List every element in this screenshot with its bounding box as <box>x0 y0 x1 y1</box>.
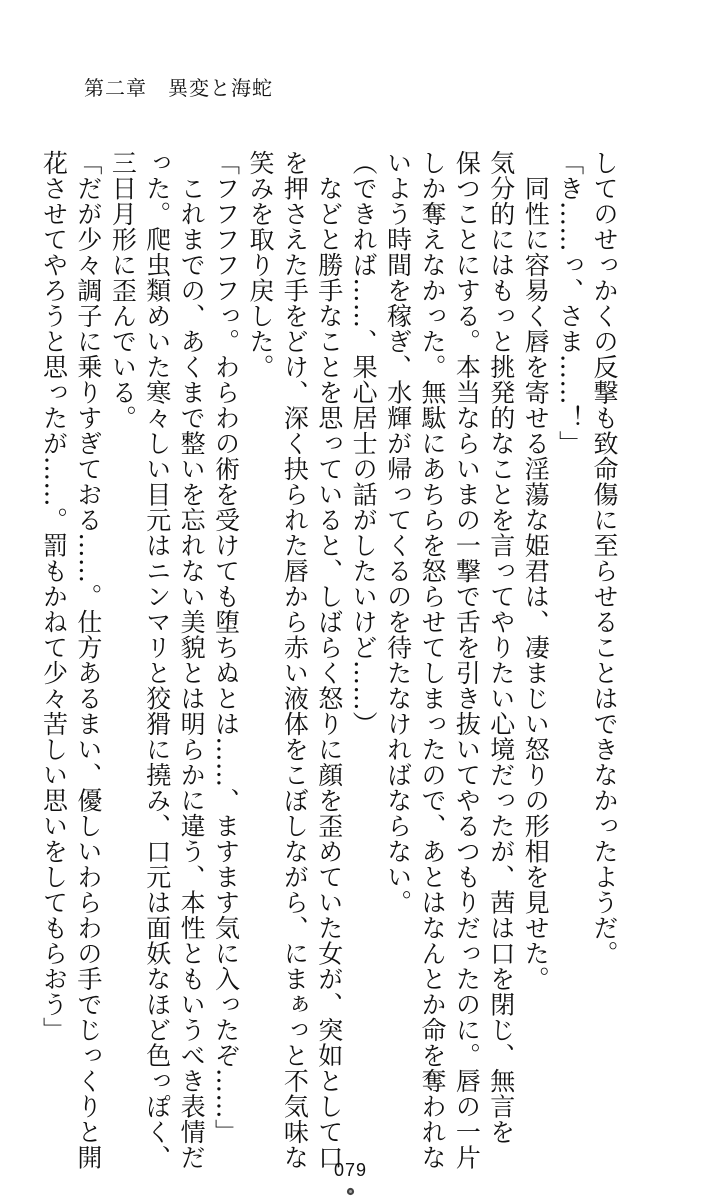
text-line: してのせっかくの反撃も致命傷に至らせることはできなかったようだ。 <box>590 150 619 966</box>
text-line: などと勝手なことを思っていると、しばらく怒りに顔を歪めていた女が、突如として口 <box>314 150 344 1170</box>
text-line: 保つことにする。本当ならいまの一撃で舌を引き抜いてやるつもりだったのに。唇の一片 <box>452 150 482 1170</box>
text-line: 気分的にはもっと挑発的なことを言ってやりたい心境だったが、茜は口を閉じ、無言を <box>486 150 516 1145</box>
text-line: 同性に容易く唇を寄せる淫蕩な姫君は、凄まじい怒りの形相を見せた。 <box>521 150 551 992</box>
text-line: いよう時間を稼ぎ、水輝が帰ってくるのを待たなければならない。 <box>383 150 413 915</box>
text-line: 「だが少々調子に乗りすぎておる……。仕方あるまい、優しいわらわの手でじっくりと開 <box>73 150 103 1170</box>
page-number: 079 <box>333 1160 368 1180</box>
text-line: これまでの、あくまで整いを忘れない美貌とは明らかに違う、本性ともいうべき表情だ <box>177 150 207 1170</box>
text-line: 笑みを取り戻した。 <box>245 150 275 380</box>
text-line: 「き……っ、さま……！」 <box>555 150 585 456</box>
text-line: 三日月形に歪んでいる。 <box>108 150 138 431</box>
text-line: った。爬虫類めいた寒々しい目元はニンマリと狡猾に撓み、口元は面妖なほど色っぽく、 <box>142 150 172 1170</box>
text-line: （できれば……、果心居士の話がしたいけど……） <box>349 150 379 737</box>
text-line: しか奪えなかった。無駄にあちらを怒らせてしまったので、あとはなんとか命を奪われな <box>417 150 447 1170</box>
running-head: 第二章 異変と海蛇 <box>84 76 273 100</box>
text-line: 花させてやろうと思ったが……。罰もかねて少々苦しい思いをしてもらおう」 <box>39 150 69 1043</box>
page-ornament-icon <box>346 1187 355 1196</box>
text-line: を押さえた手をどけ、深く抉られた唇から赤い液体をこぼしながら、にまぁっと不気味な <box>280 150 310 1170</box>
text-line: 「フフフフフっ。わらわの術を受けても堕ちぬとは……、ますます気に入ったぞ……」 <box>211 150 241 1145</box>
